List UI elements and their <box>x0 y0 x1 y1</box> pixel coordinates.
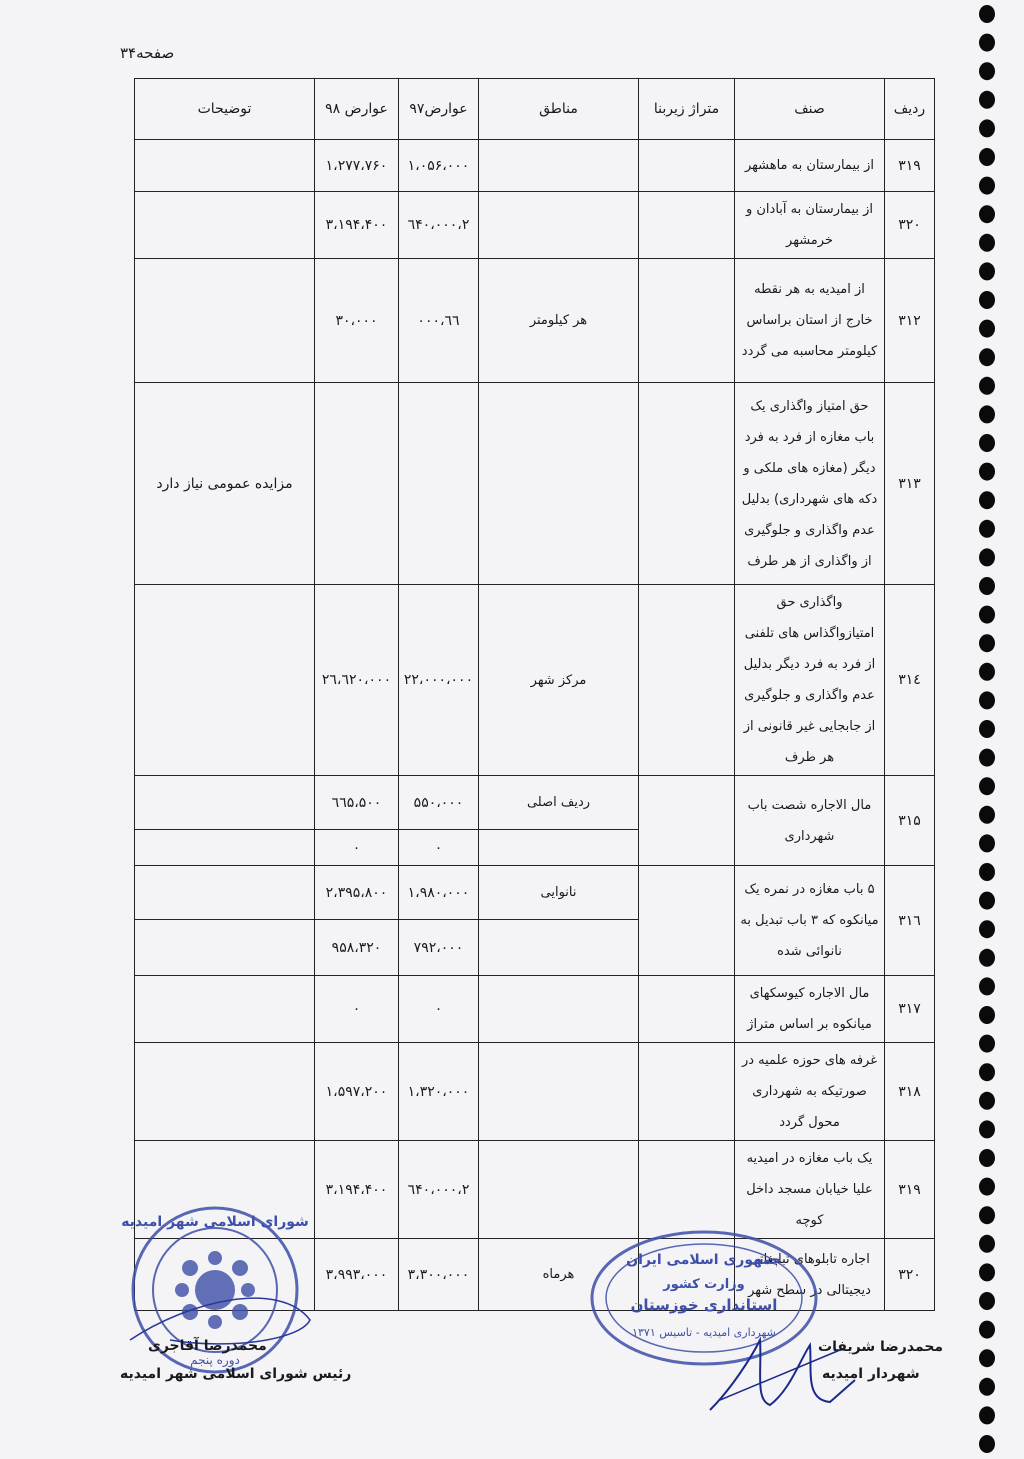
sinf-cell: از بیمارستان به آبادان و خرمشهر <box>735 192 885 259</box>
metraj-cell <box>639 383 735 585</box>
avarez97-cell: ۳،۳۰۰،۰۰۰ <box>399 1239 479 1311</box>
binding-hole <box>979 1406 995 1424</box>
avarez97-cell: ۲،٦۴۰،۰۰۰ <box>399 192 479 259</box>
metraj-cell <box>639 1141 735 1239</box>
mayor-title: شهردار امیدیه <box>822 1366 920 1382</box>
binding-hole <box>979 1235 995 1253</box>
avarez97-cell <box>399 383 479 585</box>
metraj-cell <box>639 1043 735 1141</box>
binding-hole <box>979 1292 995 1310</box>
binding-hole <box>979 548 995 566</box>
sinf-cell: مال الاجاره شصت باب شهرداری <box>735 776 885 866</box>
binding-hole <box>979 291 995 309</box>
mantaghe-cell <box>479 1141 639 1239</box>
binding-hole <box>979 320 995 338</box>
binding-hole <box>979 663 995 681</box>
binding-hole <box>979 119 995 137</box>
header-sinf: صنف <box>735 79 885 140</box>
avarez98-cell: ۳،۱۹۴،۴۰۰ <box>315 192 399 259</box>
table-row <box>135 585 935 776</box>
header-avarez98: عوارض ۹۸ <box>315 79 399 140</box>
council-head-name: محمدرضا آقاجری <box>148 1338 267 1354</box>
note-cell: مزایده عمومی نیاز دارد <box>135 383 315 585</box>
binding-hole <box>979 148 995 166</box>
stamp-line-3: استانداری خوزستان <box>630 1296 778 1314</box>
binding-hole <box>979 377 995 395</box>
avarez98-cell: ۰ <box>315 976 399 1043</box>
metraj-cell <box>639 192 735 259</box>
radif-cell: ۳۱۹ <box>885 1141 935 1239</box>
header-radif: ردیف <box>885 79 935 140</box>
binding-hole <box>979 234 995 252</box>
binding-hole <box>979 434 995 452</box>
avarez98-cell: ۰ <box>315 830 399 866</box>
spiral-binding <box>975 0 1015 1459</box>
avarez98-cell <box>315 383 399 585</box>
header-metraj: متراژ زیربنا <box>639 79 735 140</box>
header-manategh: مناطق <box>479 79 639 140</box>
sinf-cell: از امیدیه به هر نقطه خارج از استان براساس کیلومتر محاسبه می گردد <box>735 259 885 383</box>
table-row <box>135 140 935 192</box>
note-cell <box>135 192 315 259</box>
binding-hole <box>979 720 995 738</box>
note-cell <box>135 920 315 976</box>
sinf-cell: ۵ باب مغازه در نمره یک میانکوه که ۳ باب تبدیل به نانوائی شده <box>735 866 885 976</box>
metraj-cell <box>639 259 735 383</box>
table-row <box>135 1043 935 1141</box>
sinf-cell: واگذاری حق امتیازواگذاس های تلفنی از فرد به فرد دیگر بدلیل عدم واگذاری و جلوگیری از جابجایی غیر قانونی از هر طرف <box>735 585 885 776</box>
avarez97-cell: ۱،۳۲۰،۰۰۰ <box>399 1043 479 1141</box>
table-row <box>135 259 935 383</box>
binding-hole <box>979 205 995 223</box>
radif-cell: ۳۱٤ <box>885 585 935 776</box>
binding-hole <box>979 463 995 481</box>
binding-hole <box>979 1263 995 1281</box>
binding-hole <box>979 348 995 366</box>
mayor-name: محمدرضا شریفات <box>818 1339 944 1355</box>
stamp-line-4: شهرداری امیدیه - تاسیس ۱۳۷۱ <box>632 1326 776 1339</box>
avarez98-cell: ۳،۹۹۳،۰۰۰ <box>315 1239 399 1311</box>
sinf-cell: حق امتیاز واگذاری یک باب مغازه از فرد به فرد دیگر (مغازه های ملکی و دکه های شهرداری) بدلیل عدم واگذاری و جلوگیری از واگذاری از هر طرف <box>735 383 885 585</box>
metraj-cell <box>639 866 735 976</box>
note-cell <box>135 866 315 920</box>
binding-hole <box>979 1378 995 1396</box>
binding-hole <box>979 806 995 824</box>
table-row <box>135 383 935 585</box>
binding-hole <box>979 1349 995 1367</box>
avarez97-cell: ٦٦،۰۰۰ <box>399 259 479 383</box>
mantaghe-cell: نانوایی <box>479 866 639 920</box>
binding-hole <box>979 91 995 109</box>
binding-hole <box>979 5 995 23</box>
table-row <box>135 192 935 259</box>
radif-cell: ۳۱۲ <box>885 259 935 383</box>
council-head-title: رئیس شورای اسلامی شهر امیدیه <box>120 1366 352 1382</box>
avarez98-cell: ٦٦۵،۵۰۰ <box>315 776 399 830</box>
avarez98-cell: ۱،۵۹۷،۲۰۰ <box>315 1043 399 1141</box>
binding-hole <box>979 863 995 881</box>
binding-hole <box>979 977 995 995</box>
mantaghe-cell: ردیف اصلی <box>479 776 639 830</box>
radif-cell: ۳۱۹ <box>885 140 935 192</box>
avarez97-cell: ۱،۰۵۶،۰۰۰ <box>399 140 479 192</box>
note-cell <box>135 140 315 192</box>
stamp-line-2: وزارت کشور <box>663 1277 745 1292</box>
avarez98-cell: ۳،۱۹۴،۴۰۰ <box>315 1141 399 1239</box>
avarez98-cell: ۲،۳۹۵،۸۰۰ <box>315 866 399 920</box>
tariff-table <box>134 78 935 1311</box>
binding-hole <box>979 777 995 795</box>
binding-hole <box>979 1178 995 1196</box>
binding-hole <box>979 1206 995 1224</box>
note-cell <box>135 259 315 383</box>
binding-hole <box>979 520 995 538</box>
binding-hole <box>979 177 995 195</box>
binding-hole <box>979 1149 995 1167</box>
metraj-cell <box>639 585 735 776</box>
note-cell <box>135 830 315 866</box>
binding-hole <box>979 405 995 423</box>
avarez97-cell: ۱،۹۸۰،۰۰۰ <box>399 866 479 920</box>
binding-hole <box>979 834 995 852</box>
binding-hole <box>979 1006 995 1024</box>
radif-cell: ۳۱۸ <box>885 1043 935 1141</box>
note-cell <box>135 1043 315 1141</box>
table-row <box>135 866 935 920</box>
mantaghe-cell <box>479 383 639 585</box>
mantaghe-cell: هر کیلومتر <box>479 259 639 383</box>
sinf-cell: غرفه های حوزه علمیه در صورتیکه به شهرداری محول گردد <box>735 1043 885 1141</box>
mayor-signature <box>700 1330 860 1420</box>
council-stamp <box>110 1200 320 1390</box>
binding-hole <box>979 262 995 280</box>
mantaghe-cell: مرکز شهر <box>479 585 639 776</box>
binding-hole <box>979 62 995 80</box>
page-number: صفحه۳۴ <box>120 44 175 62</box>
binding-hole <box>979 1435 995 1453</box>
radif-cell: ۳۱٦ <box>885 866 935 976</box>
council-stamp-text: شورای اسلامی شهر امیدیه <box>121 1214 309 1230</box>
sinf-cell: یک باب مغازه در امیدیه علیا خیابان مسجد داخل کوچه <box>735 1141 885 1239</box>
note-cell <box>135 976 315 1043</box>
binding-hole <box>979 491 995 509</box>
radif-cell: ۳۲۰ <box>885 1239 935 1311</box>
radif-cell: ۳۲۰ <box>885 192 935 259</box>
header-tozihat: توضیحات <box>135 79 315 140</box>
metraj-cell <box>639 976 735 1043</box>
binding-hole <box>979 920 995 938</box>
note-cell <box>135 776 315 830</box>
metraj-cell <box>639 776 735 866</box>
binding-hole <box>979 1120 995 1138</box>
radif-cell: ۳۱۷ <box>885 976 935 1043</box>
header-avarez97: عوارض۹۷ <box>399 79 479 140</box>
mantaghe-cell <box>479 976 639 1043</box>
binding-hole <box>979 892 995 910</box>
binding-hole <box>979 691 995 709</box>
note-cell <box>135 585 315 776</box>
avarez97-cell: ۷۹۲،۰۰۰ <box>399 920 479 976</box>
binding-hole <box>979 749 995 767</box>
binding-hole <box>979 1321 995 1339</box>
avarez98-cell: ۳۰،۰۰۰ <box>315 259 399 383</box>
metraj-cell <box>639 140 735 192</box>
binding-hole <box>979 1035 995 1053</box>
binding-hole <box>979 606 995 624</box>
table-row <box>135 976 935 1043</box>
avarez97-cell: ۲۲،۰۰۰،۰۰۰ <box>399 585 479 776</box>
table-header-row <box>135 79 935 140</box>
binding-hole <box>979 949 995 967</box>
binding-hole <box>979 634 995 652</box>
mantaghe-cell <box>479 920 639 976</box>
mantaghe-cell <box>479 140 639 192</box>
binding-hole <box>979 577 995 595</box>
avarez97-cell: ۰ <box>399 976 479 1043</box>
radif-cell: ۳۱۳ <box>885 383 935 585</box>
avarez97-cell: ۲،٦۴۰،۰۰۰ <box>399 1141 479 1239</box>
stamp-line-1: جمهوری اسلامی ایران <box>626 1252 782 1268</box>
mantaghe-cell <box>479 830 639 866</box>
avarez97-cell: ۰ <box>399 830 479 866</box>
binding-hole <box>979 1092 995 1110</box>
council-stamp-sub: دوره پنجم <box>190 1353 240 1367</box>
mantaghe-cell <box>479 1043 639 1141</box>
avarez98-cell: ۲٦،٦۲۰،۰۰۰ <box>315 585 399 776</box>
sinf-cell: مال الاجاره کیوسکهای میانکوه بر اساس متراژ <box>735 976 885 1043</box>
mantaghe-cell: هرماه <box>479 1239 639 1311</box>
avarez98-cell: ۱،۲۷۷،۷۶۰ <box>315 140 399 192</box>
binding-hole <box>979 1063 995 1081</box>
avarez98-cell: ۹۵۸،۳۲۰ <box>315 920 399 976</box>
binding-hole <box>979 34 995 52</box>
radif-cell: ۳۱۵ <box>885 776 935 866</box>
table-row <box>135 776 935 830</box>
avarez97-cell: ۵۵۰،۰۰۰ <box>399 776 479 830</box>
sinf-cell: اجاره تابلوهای تبلیغاتی دیجیتالی در سطح شهر <box>735 1239 885 1311</box>
mantaghe-cell <box>479 192 639 259</box>
sinf-cell: از بیمارستان به ماهشهر <box>735 140 885 192</box>
